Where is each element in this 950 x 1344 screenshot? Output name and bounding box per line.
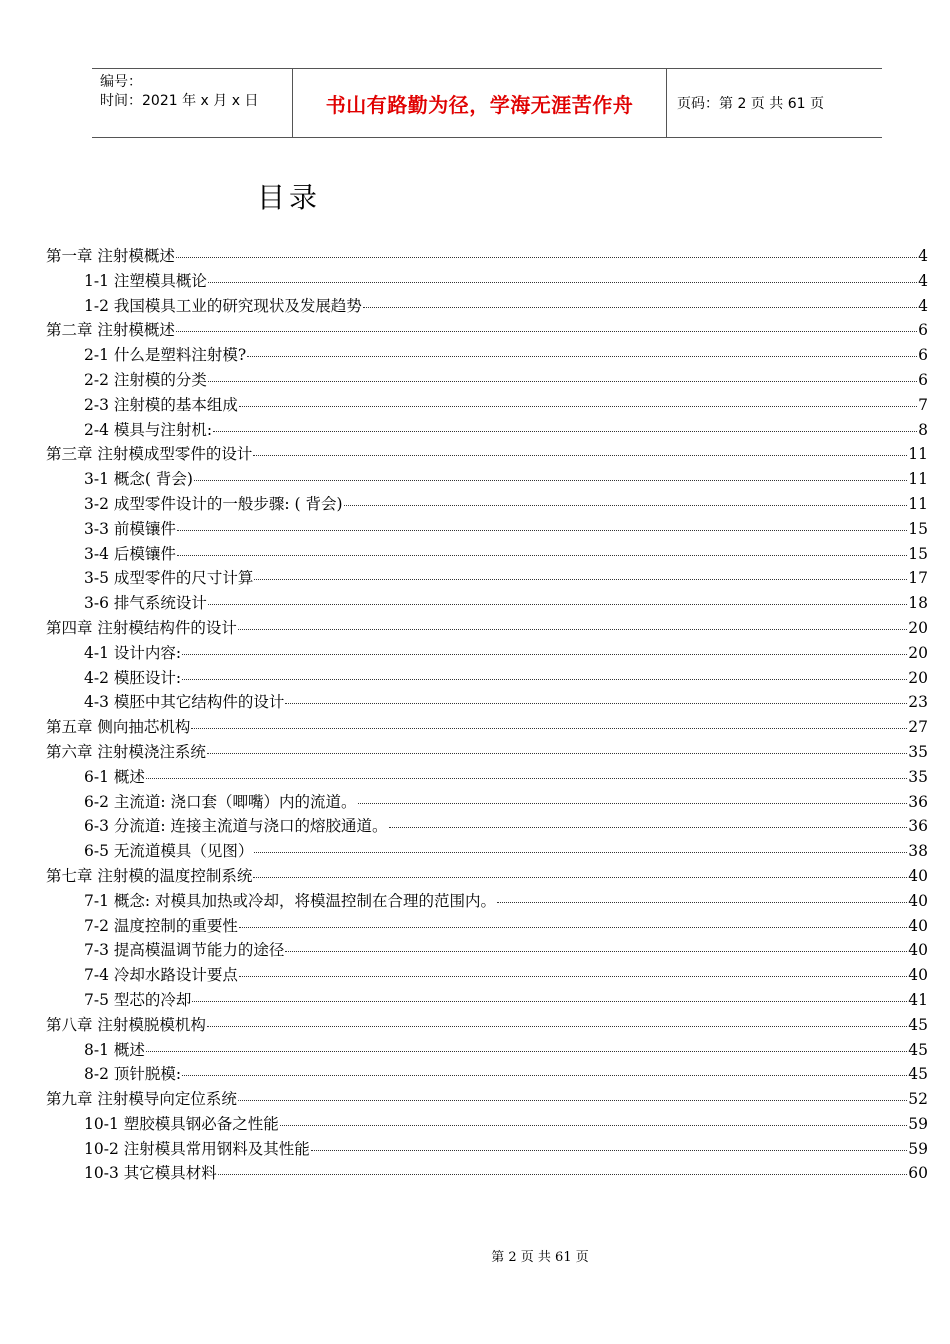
toc-section-entry[interactable] — [46, 368, 928, 393]
toc-dot-leader — [191, 728, 907, 729]
toc-section-entry[interactable] — [46, 467, 928, 492]
toc-section-entry[interactable] — [46, 790, 928, 815]
toc-dot-leader — [497, 902, 907, 903]
toc-entry-page: 45 — [908, 1040, 928, 1059]
toc-section-entry[interactable] — [46, 294, 928, 319]
toc-dot-leader — [218, 1174, 908, 1175]
toc-section-entry[interactable] — [46, 393, 928, 418]
toc-dot-leader — [239, 927, 907, 928]
toc-entry-page: 27 — [908, 718, 928, 737]
toc-section-entry[interactable] — [46, 814, 928, 839]
toc-entry-page: 6 — [918, 370, 928, 389]
header-motto-cell — [293, 69, 667, 137]
toc-entry-page: 38 — [908, 842, 928, 861]
toc-entry-title: 3-1 概念( 背会) — [84, 470, 193, 489]
toc-dot-leader — [239, 976, 907, 977]
toc-section-entry[interactable] — [46, 666, 928, 691]
toc-entry-title: 第一章 注射模概述 — [46, 247, 175, 265]
toc-entry-page: 7 — [918, 395, 928, 414]
toc-entry-title: 第四章 注射模结构件的设计 — [46, 618, 237, 637]
toc-entry-page: 8 — [918, 420, 928, 439]
toc-entry-title: 1-1 注塑模具概论 — [84, 271, 207, 290]
toc-entry-page: 52 — [908, 1090, 928, 1109]
toc-entry-title: 第六章 注射模浇注系统 — [46, 742, 206, 761]
toc-dot-leader — [253, 455, 907, 456]
toc-section-entry[interactable] — [46, 963, 928, 988]
toc-entry-page: 41 — [908, 990, 928, 1009]
toc-section-entry[interactable] — [46, 418, 928, 443]
toc-dot-leader — [344, 505, 908, 506]
toc-dot-leader — [247, 356, 917, 357]
toc-entry-page: 17 — [908, 569, 928, 588]
toc-chapter-entry[interactable] — [46, 740, 928, 765]
toc-dot-leader — [208, 604, 907, 605]
toc-section-entry[interactable] — [46, 765, 928, 790]
toc-entry-page: 23 — [908, 693, 928, 712]
toc-dot-leader — [311, 1150, 908, 1151]
toc-entry-title: 第二章 注射模概述 — [46, 321, 175, 340]
toc-entry-title: 3-4 后模镶件 — [84, 544, 176, 563]
toc-section-entry[interactable] — [46, 988, 928, 1013]
toc-section-entry[interactable] — [46, 1137, 928, 1162]
toc-dot-leader — [207, 1026, 907, 1027]
toc-entry-page: 20 — [908, 643, 928, 662]
header-page-label: 页码：第 2 页 共 61 页 — [677, 96, 824, 112]
toc-entry-page: 40 — [908, 966, 928, 985]
toc-entry-page: 40 — [908, 866, 928, 885]
toc-dot-leader — [176, 257, 917, 258]
toc-chapter-entry[interactable] — [46, 715, 928, 740]
toc-chapter-entry[interactable] — [46, 616, 928, 641]
toc-section-entry[interactable] — [46, 938, 928, 963]
toc-dot-leader — [363, 307, 917, 308]
toc-entry-page: 20 — [908, 618, 928, 637]
toc-entry-title: 7-4 冷却水路设计要点 — [84, 966, 238, 985]
toc-entry-page: 45 — [908, 1065, 928, 1084]
toc-entry-page: 11 — [908, 494, 928, 513]
toc-entry-title: 3-6 排气系统设计 — [84, 594, 207, 613]
toc-chapter-entry[interactable] — [46, 318, 928, 343]
toc-entry-page: 36 — [908, 792, 928, 811]
toc-section-entry[interactable] — [46, 492, 928, 517]
toc-dot-leader — [238, 1100, 907, 1101]
toc-entry-title: 2-1 什么是塑料注射模? — [84, 346, 247, 365]
toc-entry-title: 10-2 注射模具常用钢料及其性能 — [84, 1139, 310, 1158]
toc-entry-page: 11 — [908, 470, 928, 489]
toc-entry-title: 6-1 概述 — [84, 767, 145, 786]
toc-dot-leader — [238, 629, 907, 630]
toc-entry-title: 4-3 模胚中其它结构件的设计 — [84, 693, 285, 712]
document-time-label: 时间：2021 年 x 月 x 日 — [100, 93, 259, 109]
toc-section-entry[interactable] — [46, 914, 928, 939]
toc-entry-page: 40 — [908, 891, 928, 910]
toc-entry-page: 40 — [908, 916, 928, 935]
toc-entry-title: 第七章 注射模的温度控制系统 — [46, 866, 253, 885]
toc-entry-title: 第五章 侧向抽芯机构 — [46, 718, 191, 737]
toc-entry-page: 40 — [908, 941, 928, 960]
toc-entry-title: 1-2 我国模具工业的研究现状及发展趋势 — [84, 296, 362, 315]
toc-section-entry[interactable] — [46, 1038, 928, 1063]
toc-entry-title: 4-2 模胚设计: — [84, 668, 182, 687]
toc-entry-title: 2-3 注射模的基本组成 — [84, 395, 238, 414]
toc-dot-leader — [254, 579, 907, 580]
toc-entry-page: 6 — [918, 346, 928, 365]
toc-entry-page: 4 — [918, 271, 928, 290]
toc-entry-title: 7-2 温度控制的重要性 — [84, 916, 238, 935]
toc-dot-leader — [254, 852, 907, 853]
toc-entry-title: 10-1 塑胶模具钢必备之性能 — [84, 1114, 279, 1133]
toc-entry-page: 59 — [908, 1114, 928, 1133]
toc-entry-page: 18 — [908, 594, 928, 613]
toc-dot-leader — [253, 877, 907, 878]
table-of-contents — [46, 244, 928, 1186]
toc-chapter-entry[interactable] — [46, 1087, 928, 1112]
toc-chapter-entry[interactable] — [46, 442, 928, 467]
toc-entry-title: 6-5 无流道模具（见图） — [84, 842, 254, 861]
toc-dot-leader — [192, 1001, 907, 1002]
toc-section-entry[interactable] — [46, 1062, 928, 1087]
header-page-cell — [667, 69, 882, 137]
toc-dot-leader — [280, 1125, 908, 1126]
toc-title: 目录 — [257, 181, 322, 214]
toc-entry-title: 8-1 概述 — [84, 1040, 145, 1059]
toc-dot-leader — [239, 406, 917, 407]
toc-dot-leader — [208, 381, 917, 382]
toc-section-entry[interactable] — [46, 517, 928, 542]
toc-entry-page: 20 — [908, 668, 928, 687]
toc-entry-page: 60 — [908, 1164, 928, 1183]
toc-entry-page: 4 — [918, 247, 928, 265]
toc-section-entry[interactable] — [46, 343, 928, 368]
toc-chapter-entry[interactable] — [46, 864, 928, 889]
toc-entry-page: 15 — [908, 519, 928, 538]
toc-dot-leader — [213, 431, 917, 432]
toc-section-entry[interactable] — [46, 1161, 928, 1186]
toc-section-entry[interactable] — [46, 542, 928, 567]
toc-entry-title: 6-3 分流道: 连接主流道与浇口的熔胶通道。 — [84, 817, 388, 836]
toc-entry-page: 6 — [918, 321, 928, 340]
toc-section-entry[interactable] — [46, 566, 928, 591]
toc-dot-leader — [176, 331, 917, 332]
toc-entry-title: 2-2 注射模的分类 — [84, 370, 207, 389]
toc-entry-title: 7-3 提高模温调节能力的途径 — [84, 941, 285, 960]
toc-entry-page: 36 — [908, 817, 928, 836]
toc-entry-page: 35 — [908, 767, 928, 786]
toc-entry-title: 第八章 注射模脱模机构 — [46, 1015, 206, 1034]
toc-entry-title: 2-4 模具与注射机: — [84, 420, 213, 439]
toc-dot-leader — [208, 282, 917, 283]
toc-entry-page: 4 — [918, 296, 928, 315]
page-header — [92, 68, 882, 138]
toc-dot-leader — [389, 827, 908, 828]
toc-chapter-entry[interactable] — [46, 1013, 928, 1038]
toc-dot-leader — [177, 530, 907, 531]
toc-section-entry[interactable] — [46, 839, 928, 864]
toc-dot-leader — [146, 1051, 907, 1052]
toc-entry-title: 4-1 设计内容: — [84, 643, 182, 662]
page-footer: 第 2 页 共 61 页 — [491, 1250, 589, 1265]
toc-entry-title: 第三章 注射模成型零件的设计 — [46, 445, 253, 464]
header-meta-cell — [92, 69, 293, 137]
toc-entry-title: 3-5 成型零件的尺寸计算 — [84, 569, 254, 588]
toc-entry-title: 3-2 成型零件设计的一般步骤: ( 背会) — [84, 494, 343, 513]
toc-entry-page: 11 — [908, 445, 928, 464]
toc-entry-page: 35 — [908, 742, 928, 761]
toc-entry-page: 45 — [908, 1015, 928, 1034]
toc-entry-title: 8-2 顶针脱模: — [84, 1065, 182, 1084]
toc-dot-leader — [285, 703, 907, 704]
toc-chapter-entry[interactable] — [46, 244, 928, 269]
toc-section-entry[interactable] — [46, 591, 928, 616]
toc-dot-leader — [207, 753, 907, 754]
toc-entry-page: 15 — [908, 544, 928, 563]
toc-entry-title: 7-1 概念: 对模具加热或冷却，将模温控制在合理的范围内。 — [84, 891, 497, 910]
toc-section-entry[interactable] — [46, 690, 928, 715]
toc-dot-leader — [146, 778, 907, 779]
document-number-label: 编号： — [100, 74, 142, 90]
toc-dot-leader — [182, 679, 907, 680]
toc-entry-page: 59 — [908, 1139, 928, 1158]
toc-entry-title: 10-3 其它模具材料 — [84, 1164, 217, 1183]
header-motto: 书山有路勤为径，学海无涯苦作舟 — [325, 92, 634, 117]
toc-dot-leader — [182, 654, 907, 655]
toc-entry-title: 7-5 型芯的冷却 — [84, 990, 192, 1009]
toc-dot-leader — [182, 1075, 907, 1076]
toc-section-entry[interactable] — [46, 1112, 928, 1137]
toc-dot-leader — [285, 951, 907, 952]
toc-entry-title: 3-3 前模镶件 — [84, 519, 176, 538]
toc-section-entry[interactable] — [46, 889, 928, 914]
toc-entry-title: 6-2 主流道: 浇口套（唧嘴）内的流道。 — [84, 792, 357, 811]
toc-dot-leader — [194, 480, 907, 481]
toc-section-entry[interactable] — [46, 641, 928, 666]
toc-dot-leader — [177, 555, 907, 556]
toc-dot-leader — [358, 803, 908, 804]
toc-entry-title: 第九章 注射模导向定位系统 — [46, 1090, 237, 1109]
toc-section-entry[interactable] — [46, 269, 928, 294]
